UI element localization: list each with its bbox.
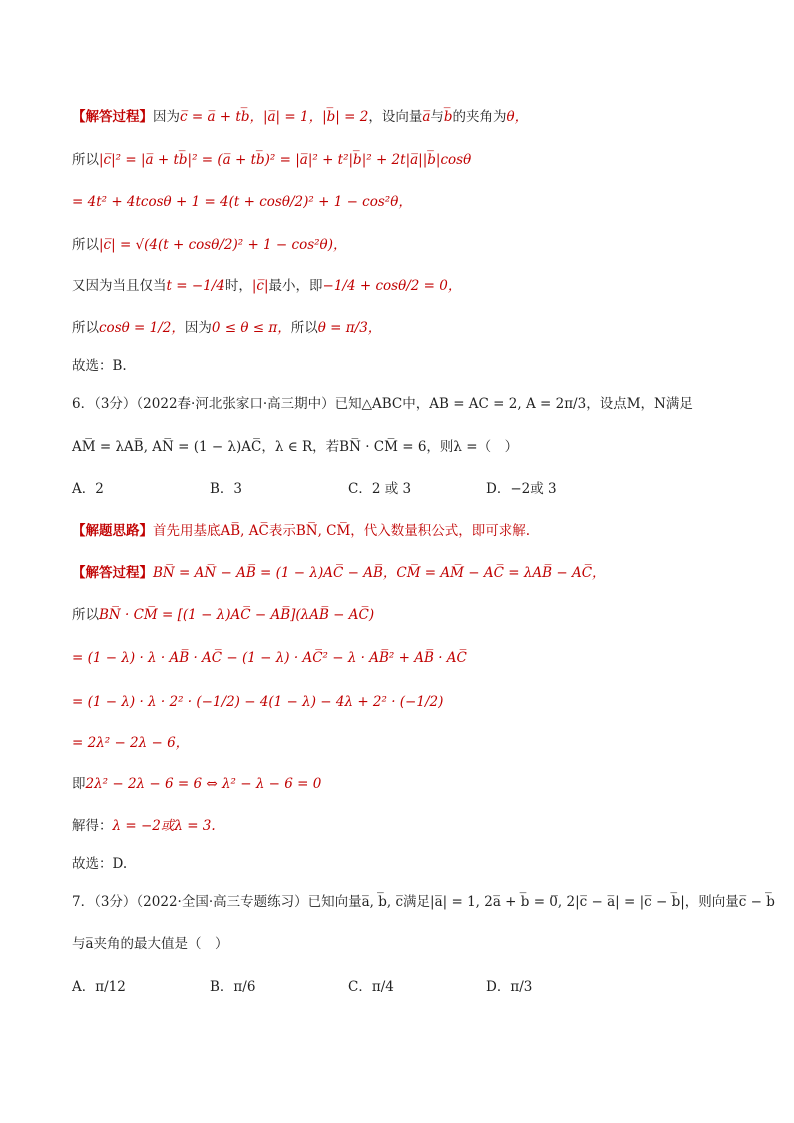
idea-tag: 【解题思路】 bbox=[72, 523, 153, 539]
solution-tag: 【解答过程】 bbox=[72, 109, 153, 125]
q6-solution-line-1: 【解答过程】BN̅ = AN̅ − AB̅ = (1 − λ)AC̅ − AB̅，CM̅ = AM̅ − AC̅ = λAB̅ − AC̅， bbox=[72, 565, 606, 581]
q6-solution-line-7: 解得：λ = −2或λ = 3. bbox=[72, 818, 216, 834]
q5-solution-line-6: 所以cosθ = 1/2，因为0 ≤ θ ≤ π，所以θ = π/3， bbox=[72, 320, 382, 336]
q7-option-a: A．π/12 bbox=[72, 979, 126, 995]
q6-idea: 【解题思路】首先用基底AB̅, AC̅表示BN̅, CM̅，代入数量积公式，即可求解. bbox=[72, 523, 531, 539]
q5-solution-line-4: 所以|c̅| = √(4(t + cosθ/2)² + 1 − cos²θ)， bbox=[72, 237, 347, 253]
solution-tag: 【解答过程】 bbox=[72, 565, 153, 581]
q7-stem-line-2: 与a̅夹角的最大值是（ ） bbox=[72, 936, 229, 952]
q6-option-d: D．−2或 3 bbox=[486, 481, 557, 497]
q6-option-a: A．2 bbox=[72, 481, 104, 497]
q6-stem-line-2: AM̅ = λAB̅, AN̅ = (1 − λ)AC̅，λ ∈ R，若BN̅ · CM̅ = 6，则λ =（ ） bbox=[72, 439, 519, 455]
q6-stem-line-1: 6．（3分）（2022春·河北张家口·高三期中）已知△ABC中，AB = AC = 2, A = 2π/3，设点M，N满足 bbox=[72, 396, 693, 412]
q6-option-b: B．3 bbox=[210, 481, 243, 497]
q5-solution-line-2: 所以|c̅|² = |a̅ + tb̅|² = (a̅ + tb̅)² = |a̅|² + t²|b̅|² + 2t|a̅||b̅|cosθ bbox=[72, 152, 472, 168]
q7-stem-line-1: 7．（3分）（2022·全国·高三专题练习）已知向量a̅, b̅, c̅满足|a̅| = 1, 2a̅ + b̅ = 0̅, 2|c̅ − a̅| = |c̅ − b̅|，则向量c̅ − b̅ bbox=[72, 894, 775, 910]
q7-option-c: C．π/4 bbox=[348, 979, 394, 995]
q6-solution-line-3: = (1 − λ) · λ · AB̅ · AC̅ − (1 − λ) · AC̅² − λ · AB̅² + AB̅ · AC̅ bbox=[72, 650, 467, 666]
q7-option-d: D．π/3 bbox=[486, 979, 533, 995]
q6-solution-line-6: 即2λ² − 2λ − 6 = 6 ⇔ λ² − λ − 6 = 0 bbox=[72, 776, 322, 792]
q5-solution-line-3: = 4t² + 4tcosθ + 1 = 4(t + cosθ/2)² + 1 − cos²θ， bbox=[72, 194, 412, 210]
q6-solution-line-5: = 2λ² − 2λ − 6， bbox=[72, 735, 190, 751]
q5-solution-line-1: 【解答过程】因为c̅ = a̅ + tb̅，|a̅| = 1，|b̅| = 2，设向量a̅与b̅的夹角为θ， bbox=[72, 109, 529, 125]
q7-option-b: B．π/6 bbox=[210, 979, 256, 995]
q6-solution-line-2: 所以BN̅ · CM̅ = [(1 − λ)AC̅ − AB̅](λAB̅ − AC̅) bbox=[72, 607, 375, 623]
q6-answer: 故选：D. bbox=[72, 856, 128, 872]
q5-answer: 故选：B. bbox=[72, 358, 127, 374]
q6-solution-line-4: = (1 − λ) · λ · 2² · (−1/2) − 4(1 − λ) − 4λ + 2² · (−1/2) bbox=[72, 694, 444, 710]
q5-solution-line-5: 又因为当且仅当t = −1/4时，|c̅|最小，即−1/4 + cosθ/2 = 0， bbox=[72, 278, 462, 294]
q6-option-c: C．2 或 3 bbox=[348, 481, 412, 497]
